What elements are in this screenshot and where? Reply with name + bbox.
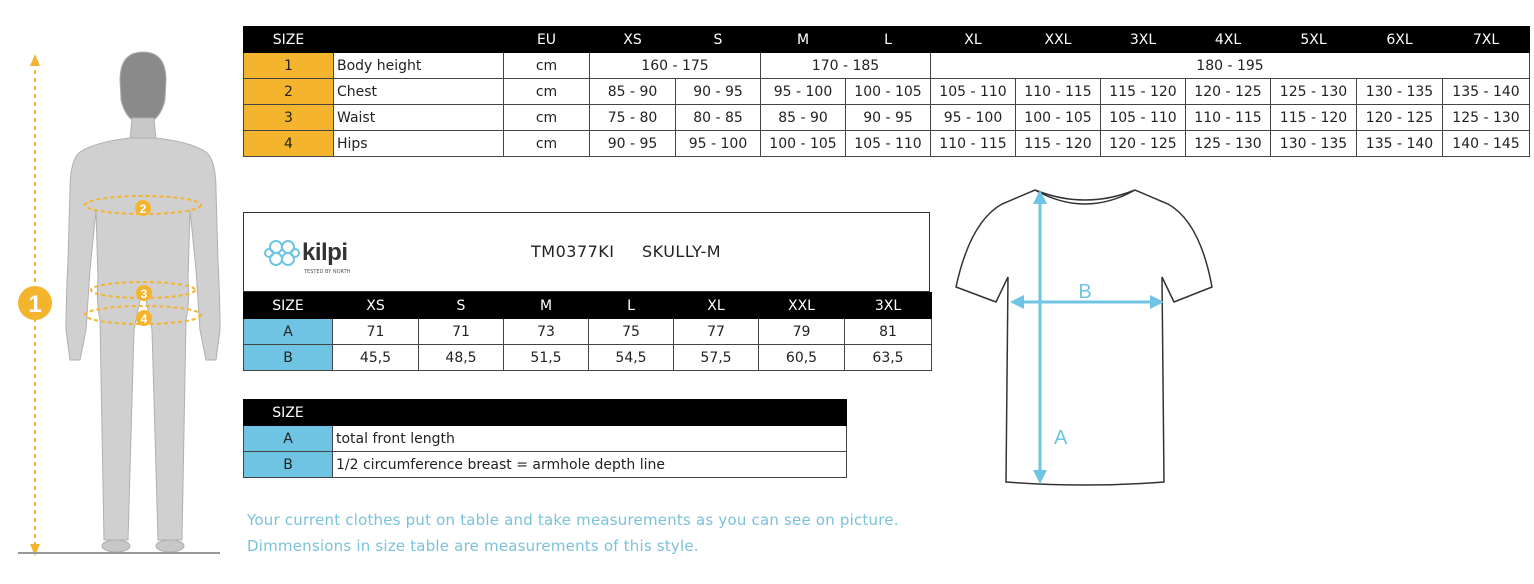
legend-key: A [244,426,333,452]
table-cell: 95 - 100 [761,79,846,105]
svg-text:3: 3 [140,287,148,301]
table-cell: 95 - 100 [676,131,761,157]
row-number: 1 [244,53,334,79]
product-size-table [243,292,932,371]
svg-text:2: 2 [139,202,147,216]
header-cell: 7XL [1443,27,1530,53]
row-label: Body height [334,53,504,79]
table-cell: 71 [333,319,419,345]
table-cell: 63,5 [845,345,932,371]
table-cell: 80 - 85 [676,105,761,131]
svg-text:1: 1 [28,291,42,318]
table-cell: 79 [759,319,845,345]
measurement-legend-table [243,399,847,478]
table-cell: 100 - 105 [1016,105,1101,131]
table-row [244,452,847,478]
table-cell: 54,5 [589,345,674,371]
marker-2 [135,200,151,216]
header-cell: L [846,27,931,53]
note-line-2: Dimmensions in size table are measurements of this style. [247,537,699,555]
row-number: 4 [244,131,334,157]
body-measurement-figure [0,40,240,560]
table-cell: 120 - 125 [1186,79,1271,105]
row-label: A [244,319,333,345]
header-cell: S [419,293,504,319]
row-unit: cm [504,79,590,105]
table-cell: 90 - 95 [590,131,676,157]
table-cell: 130 - 135 [1271,131,1357,157]
table-cell: 170 - 185 [761,53,931,79]
body-silhouette [66,52,220,552]
table-row [244,426,847,452]
table-cell: 100 - 105 [761,131,846,157]
height-arrow-top [30,54,40,66]
header-cell: 6XL [1357,27,1443,53]
table-cell: 73 [504,319,589,345]
table-cell: 95 - 100 [931,105,1016,131]
table-cell: 51,5 [504,345,589,371]
kilpi-logo-icon [262,233,302,273]
legend-text: total front length [333,426,847,452]
product-header [243,212,930,292]
table-cell: 180 - 195 [931,53,1530,79]
header-cell [333,400,847,426]
table-cell: 75 - 80 [590,105,676,131]
header-cell: XS [333,293,419,319]
table-cell: 77 [674,319,759,345]
table-cell: 105 - 110 [1101,105,1186,131]
table-cell: 140 - 145 [1443,131,1530,157]
header-cell: EU [504,27,590,53]
table-row [244,53,1530,79]
tshirt-outline [956,190,1212,485]
legend-header [244,400,847,426]
table-cell: 48,5 [419,345,504,371]
header-cell: S [676,27,761,53]
row-unit: cm [504,105,590,131]
table-cell: 125 - 130 [1271,79,1357,105]
legend-text: 1/2 circumference breast = armhole depth line [333,452,847,478]
header-cell: XL [674,293,759,319]
table-cell: 110 - 115 [1016,79,1101,105]
table-cell: 90 - 95 [676,79,761,105]
row-label: Chest [334,79,504,105]
header-cell: SIZE [244,293,333,319]
header-cell: 3XL [845,293,932,319]
table-cell: 45,5 [333,345,419,371]
header-cell: L [589,293,674,319]
table-row [244,131,1530,157]
table-cell: 125 - 130 [1186,131,1271,157]
table-cell: 120 - 125 [1357,105,1443,131]
marker-3 [136,285,152,301]
product-code: TM0377KI [531,242,615,261]
table-row [244,345,932,371]
label-b: B [1078,281,1092,303]
table-cell: 130 - 135 [1357,79,1443,105]
header-cell: 5XL [1271,27,1357,53]
header-cell: XL [931,27,1016,53]
table-cell: 60,5 [759,345,845,371]
product-table-header [244,293,932,319]
table-row [244,105,1530,131]
table-row [244,79,1530,105]
table-cell: 115 - 120 [1101,79,1186,105]
marker-4 [136,310,152,326]
table-cell: 105 - 110 [931,79,1016,105]
table-cell: 125 - 130 [1443,105,1530,131]
table-cell: 115 - 120 [1016,131,1101,157]
legend-key: B [244,452,333,478]
header-cell: M [761,27,846,53]
brand-tagline: TESTED BY NORTH [304,269,351,275]
table-cell: 75 [589,319,674,345]
table-cell: 115 - 120 [1271,105,1357,131]
product-name: SKULLY-M [642,242,722,261]
header-cell: XXL [1016,27,1101,53]
header-cell: XXL [759,293,845,319]
table-cell: 135 - 140 [1443,79,1530,105]
note-line-1: Your current clothes put on table and take measurements as you can see on picture. [247,511,899,529]
table-cell: 90 - 95 [846,105,931,131]
height-arrow-bottom [30,544,40,556]
row-label: B [244,345,333,371]
header-cell: SIZE [244,400,333,426]
marker-1 [18,286,52,320]
table-cell: 85 - 90 [761,105,846,131]
table-cell: 110 - 115 [931,131,1016,157]
table-cell: 120 - 125 [1101,131,1186,157]
table-cell: 100 - 105 [846,79,931,105]
size-chart-table [243,26,1530,157]
table-row [244,319,932,345]
table-cell: 85 - 90 [590,79,676,105]
size-chart-header [244,27,1530,53]
row-unit: cm [504,53,590,79]
header-cell: 4XL [1186,27,1271,53]
tshirt-diagram [950,182,1220,492]
label-a: A [1054,427,1068,449]
row-unit: cm [504,131,590,157]
row-number: 3 [244,105,334,131]
header-cell: XS [590,27,676,53]
table-cell: 81 [845,319,932,345]
brand-name: kilpi [302,239,348,266]
table-cell: 160 - 175 [590,53,761,79]
header-cell: M [504,293,589,319]
header-cell: SIZE [244,27,334,53]
table-cell: 135 - 140 [1357,131,1443,157]
header-cell: 3XL [1101,27,1186,53]
row-label: Waist [334,105,504,131]
header-cell [334,27,504,53]
table-cell: 110 - 115 [1186,105,1271,131]
table-cell: 57,5 [674,345,759,371]
table-cell: 71 [419,319,504,345]
row-label: Hips [334,131,504,157]
row-number: 2 [244,79,334,105]
svg-text:4: 4 [140,312,148,326]
table-cell: 105 - 110 [846,131,931,157]
